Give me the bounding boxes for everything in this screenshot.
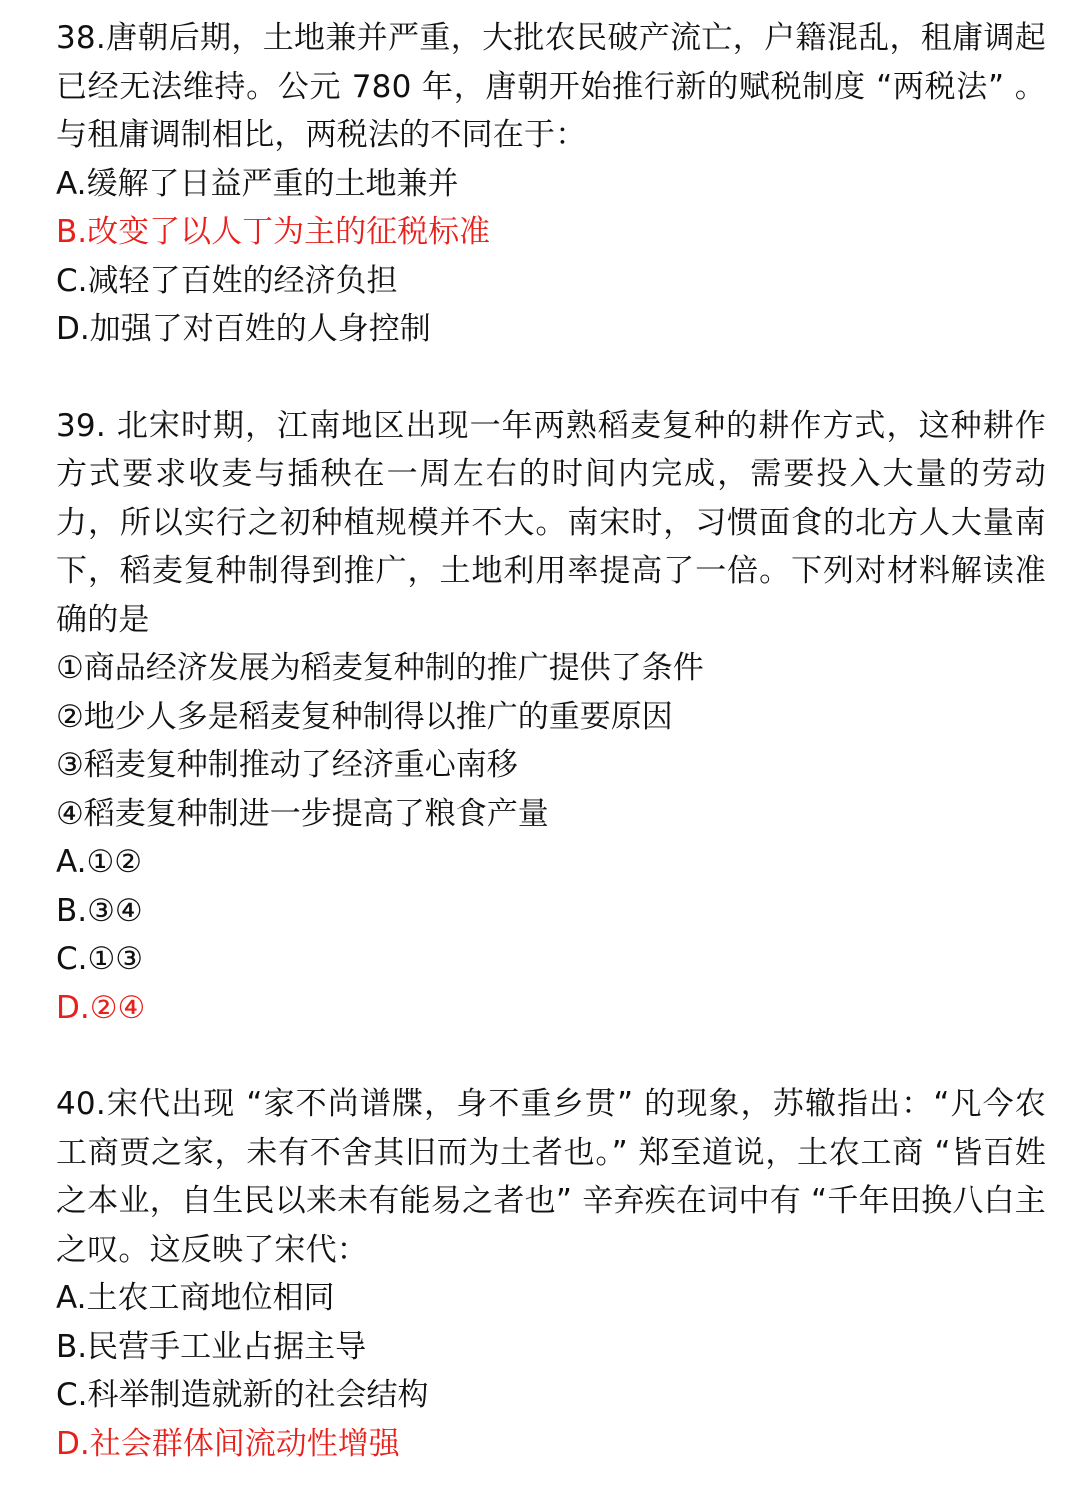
option-b: B.③④ xyxy=(56,892,143,929)
question-stem: 40.宋代出现 “家不尚谱牒，身不重乡贯” 的现象，苏辙指出：“凡今农工商贾之家，未有不舍其旧而为土者也。” 郑至道说，土农工商 “皆百姓之本业，自生民以来未有能易之者也” 辛弃疾在词中有 “千年田换八白主之叹。这反映了宋代： xyxy=(56,1086,1046,1268)
option-d-correct: D.社会群体间流动性增强 xyxy=(56,1425,400,1462)
statement-4: ④稻麦复种制进一步提高了粮食产量 xyxy=(56,795,549,832)
option-d: D.加强了对百姓的人身控制 xyxy=(56,311,431,347)
question-list xyxy=(56,14,1046,1468)
question-38 xyxy=(56,14,1046,354)
option-c: C.科举制造就新的社会结构 xyxy=(56,1377,429,1413)
option-b: B.民营手工业占据主导 xyxy=(56,1328,367,1365)
option-c: C.减轻了百姓的经济负担 xyxy=(56,262,398,299)
question-39 xyxy=(56,402,1046,1033)
option-b-correct: B.改变了以人丁为主的征税标准 xyxy=(56,214,491,250)
option-a: A.土农工商地位相同 xyxy=(56,1280,335,1316)
option-a: A.①② xyxy=(56,844,143,880)
option-c: C.①③ xyxy=(56,941,144,977)
option-a: A.缓解了日益严重的土地兼并 xyxy=(56,165,459,202)
option-d-correct: D.②④ xyxy=(56,989,146,1026)
question-stem: 38.唐朝后期，土地兼并严重，大批农民破产流亡，户籍混乱，租庸调起已经无法维持。公元 780 年，唐朝开始推行新的赋税制度 “两税法” 。与租庸调制相比，两税法的不同在于： xyxy=(56,20,1046,153)
statement-1: ①商品经济发展为稻麦复种制的推广提供了条件 xyxy=(56,650,704,686)
statement-2: ②地少人多是稻麦复种制得以推广的重要原因 xyxy=(56,698,673,735)
question-40 xyxy=(56,1080,1046,1468)
question-stem: 39. 北宋时期，江南地区出现一年两熟稻麦复种的耕作方式，这种耕作方式要求收麦与插秧在一周左右的时间内完成，需要投入大量的劳动力，所以实行之初种植规模并不大。南宋时，习惯面食的北方人大量南下，稻麦复种制得到推广，土地利用率提高了一倍。下列对材料解读准确的是 xyxy=(56,407,1046,638)
statement-3: ③稻麦复种制推动了经济重心南移 xyxy=(56,747,518,783)
